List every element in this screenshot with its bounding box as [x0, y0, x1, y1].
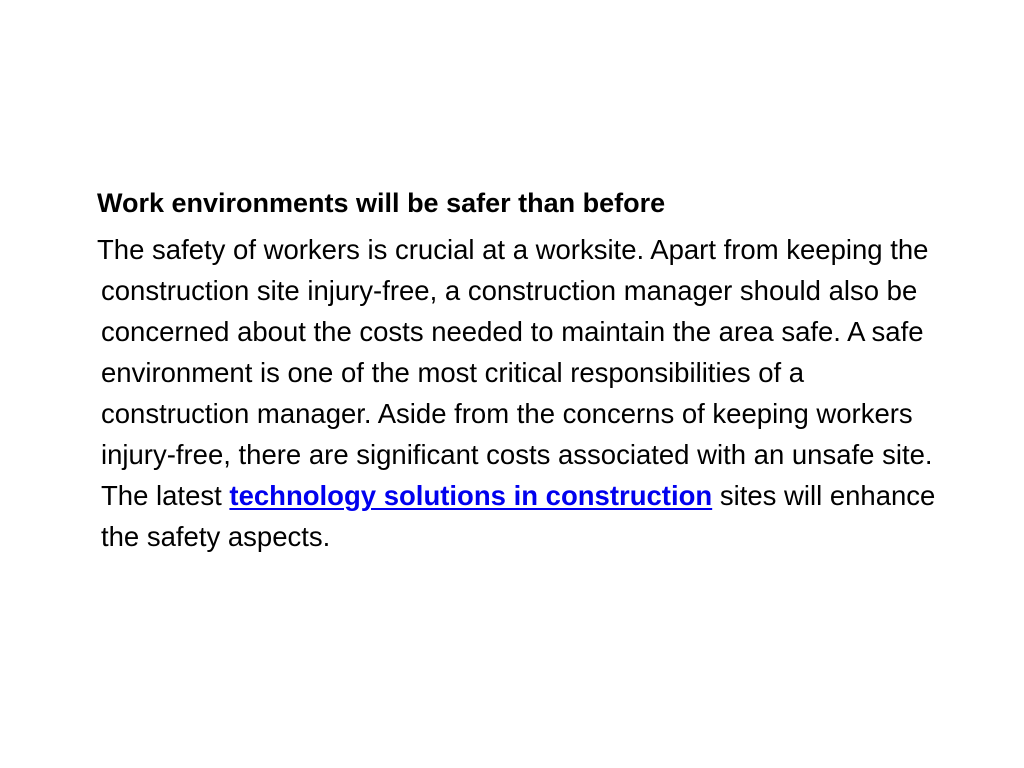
- paragraph-text-before-link: The safety of workers is crucial at a worksite. Apart from keeping the construction site injury-free, a construction manager should also be concerned about the costs needed to maintain the area safe. A safe environment is one of the most critical responsibilities of a construction manager. Aside from the concerns of keeping workers injury-free, there are significant costs associated with an unsafe site. The latest: [97, 234, 933, 511]
- technology-solutions-link[interactable]: technology solutions in construction: [229, 480, 713, 511]
- paragraph-text-after-link: sites will enhance the safety aspects.: [101, 480, 936, 552]
- slide-content: [97, 183, 957, 557]
- slide-heading: Work environments will be safer than before: [97, 188, 666, 218]
- body-paragraph: [97, 229, 957, 557]
